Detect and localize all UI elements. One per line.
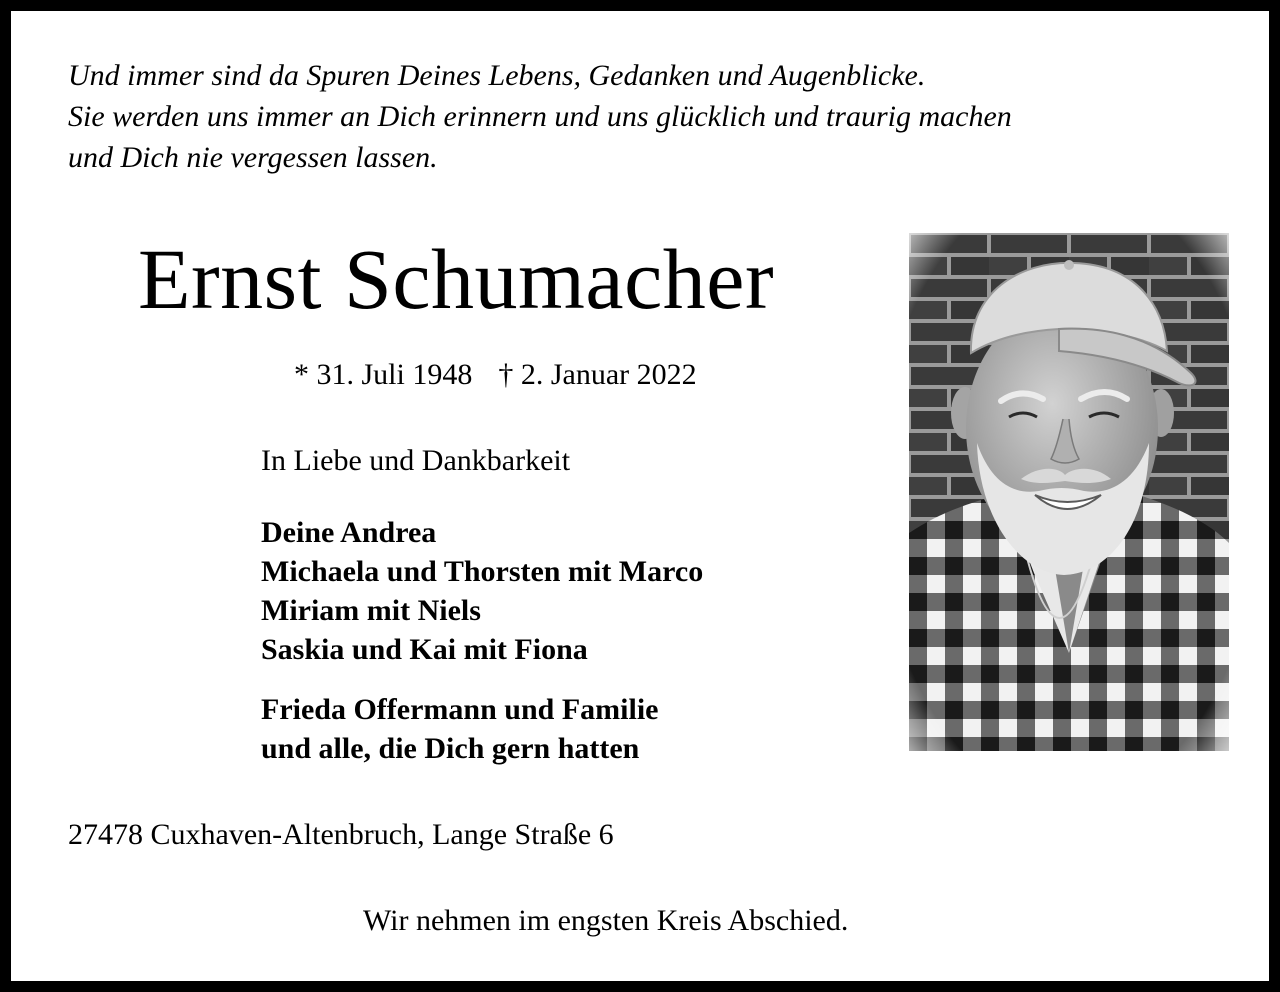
death-date: † 2. Januar 2022 (498, 358, 697, 391)
portrait-photo (909, 233, 1229, 751)
mourner-line: Saskia und Kai mit Fiona (261, 633, 588, 666)
mourners-others (261, 690, 658, 768)
mourner-line: Deine Andrea (261, 516, 437, 549)
verse-line: Sie werden uns immer an Dich erinnern und uns glücklich und traurig machen (68, 100, 1012, 133)
deceased-name: Ernst Schumacher (138, 231, 775, 327)
dedication-text: In Liebe und Dankbarkeit (261, 444, 571, 477)
memorial-verse (68, 55, 1208, 178)
mourner-line: Michaela und Thorsten mit Marco (261, 555, 704, 588)
birth-date: * 31. Juli 1948 (294, 358, 473, 391)
mourner-line: Frieda Offermann und Familie (261, 693, 659, 726)
mourning-address: 27478 Cuxhaven-Altenbruch, Lange Straße 6 (68, 818, 614, 851)
verse-line: Und immer sind da Spuren Deines Lebens, Gedanken und Augenblicke. (68, 59, 926, 92)
mourners-family (261, 513, 703, 669)
farewell-note: Wir nehmen im engsten Kreis Abschied. (363, 904, 849, 937)
verse-line: und Dich nie vergessen lassen. (68, 141, 438, 174)
vignette (909, 233, 1229, 751)
mourner-line: Miriam mit Niels (261, 594, 481, 627)
mourner-line: und alle, die Dich gern hatten (261, 732, 640, 765)
portrait-photo-illustration (909, 233, 1229, 751)
life-dates (294, 357, 697, 393)
